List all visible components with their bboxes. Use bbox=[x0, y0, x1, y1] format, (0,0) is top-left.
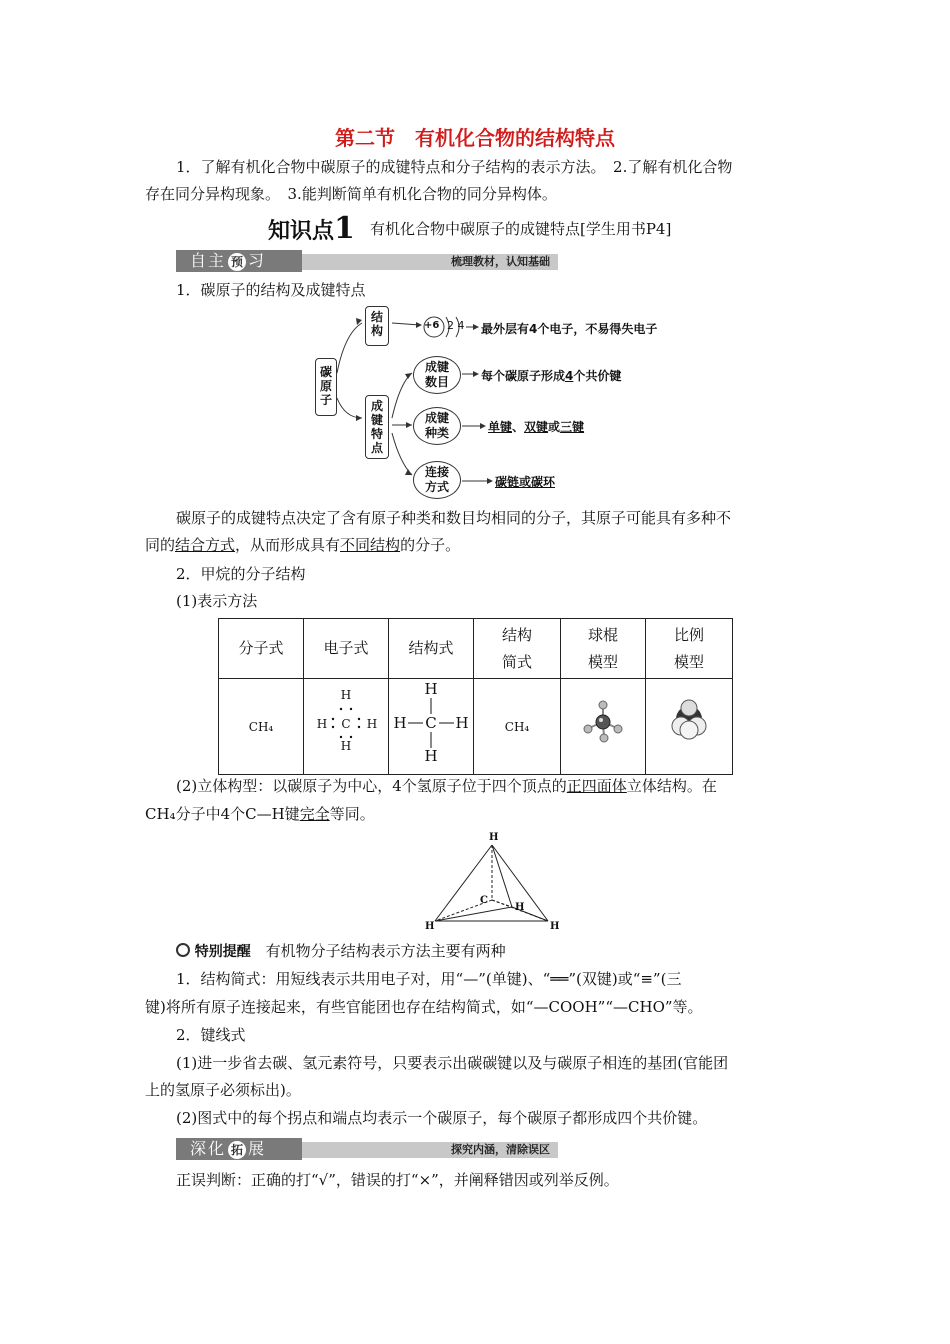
banner2-subtitle: 探究内涵，清除误区 bbox=[451, 1143, 550, 1156]
atom-shell-electrons: 2 4 bbox=[447, 319, 465, 332]
header-5-line-1: 比例 bbox=[673, 625, 704, 644]
svg-text:H: H bbox=[550, 921, 560, 932]
banner-label-part2: 习 bbox=[248, 251, 267, 270]
banner2-label-part2: 展 bbox=[248, 1139, 267, 1158]
note-item1-line2: 键)将所有原子连接起来，有些官能团也存在结构简式，如“—COOH”“—CHO”等。 bbox=[145, 998, 703, 1016]
line-features-count bbox=[392, 373, 412, 418]
para2-line1-post: 立体结构。在 bbox=[626, 777, 717, 795]
para2-line2-pre: CH₄分子中4个C—H键 bbox=[145, 805, 300, 823]
para1-underline-1: 结合方式 bbox=[175, 536, 236, 554]
objectives-line-1: 1．了解有机化合物中碳原子的成键特点和分子结构的表示方法。 2.了解有机化合物 bbox=[176, 158, 733, 176]
header-2-line-1: 结构式 bbox=[408, 639, 454, 657]
line-structure-atom bbox=[392, 323, 420, 325]
header-cell-5 bbox=[646, 619, 733, 679]
special-note-title: 有机物分子结构表示方法主要有两种 bbox=[265, 942, 506, 960]
svg-text:H: H bbox=[316, 717, 328, 731]
knowledge-point-heading bbox=[268, 211, 671, 246]
header-cell-4 bbox=[561, 619, 646, 679]
bond-count-key: 4 bbox=[565, 369, 574, 383]
bond-count-pre: 每个碳原子形成 bbox=[481, 369, 566, 383]
oval-bond-count: 成键 数目 bbox=[413, 356, 461, 394]
para1-mid: ，从而形成具有 bbox=[235, 536, 341, 554]
para2-line1-underline: 正四面体 bbox=[566, 777, 627, 795]
banner-subtitle: 梳理教材，认知基础 bbox=[451, 255, 550, 268]
para1-post: 的分子。 bbox=[400, 536, 461, 554]
para1-line-1: 碳原子的成键特点决定了含有原子种类和数目均相同的分子，其原子可能具有多种不 bbox=[176, 509, 732, 527]
ball-stick-model-icon bbox=[573, 692, 633, 752]
line-root-features bbox=[337, 398, 362, 418]
structural-formula-svg bbox=[389, 679, 473, 765]
svg-text:H: H bbox=[340, 739, 352, 753]
svg-text:H: H bbox=[340, 688, 352, 702]
svg-text:C: C bbox=[341, 717, 351, 731]
bond-count-post: 个共价键 bbox=[573, 369, 622, 383]
svg-text:H: H bbox=[393, 714, 407, 732]
knowledge-point-title: 有机化合物中碳原子的成键特点[学生用书P4] bbox=[369, 220, 672, 238]
cell-space-filling-model bbox=[646, 679, 733, 775]
molecular-formula-value: CH₄ bbox=[248, 719, 274, 734]
banner2-label-part1: 深化 bbox=[190, 1139, 227, 1158]
header-1-line-1: 电子式 bbox=[323, 639, 369, 657]
para2-line1-pre: (2)立体构型：以碳原子为中心，4个氢原子位于四个顶点的 bbox=[176, 777, 567, 795]
header-4-line-2: 模型 bbox=[587, 652, 618, 671]
line-features-connect bbox=[392, 433, 412, 475]
diagram-root-box: 碳 原 子 bbox=[315, 358, 337, 416]
page-title: 第二节 有机化合物的结构特点 bbox=[335, 126, 615, 150]
banner-self-preview bbox=[176, 250, 558, 272]
para2-line2-post: 等同。 bbox=[329, 805, 375, 823]
diagram-structure-box: 结 构 bbox=[365, 306, 389, 346]
svg-text:H: H bbox=[424, 747, 438, 765]
banner-label bbox=[176, 250, 302, 272]
section1-heading: 1．碳原子的结构及成键特点 bbox=[176, 281, 366, 299]
cell-electron-formula bbox=[304, 679, 389, 775]
table-content-row bbox=[219, 679, 733, 775]
header-4-line-1: 球棍 bbox=[587, 625, 618, 644]
header-0-line-1: 分子式 bbox=[238, 639, 284, 657]
bond-count-text bbox=[481, 367, 621, 384]
bond-type-sep1: 、 bbox=[512, 420, 525, 434]
bond-type-sep2: 或 bbox=[548, 420, 561, 434]
special-note-label: 特别提醒 bbox=[194, 944, 251, 960]
svg-text:C: C bbox=[425, 714, 437, 732]
header-3-line-2: 简式 bbox=[501, 652, 532, 671]
header-cell-2 bbox=[389, 619, 474, 679]
header-5-line-2: 模型 bbox=[673, 652, 704, 671]
header-cell-3 bbox=[474, 619, 561, 679]
knowledge-point-label: 知识点 bbox=[268, 219, 335, 244]
para1-pre: 同的 bbox=[145, 536, 176, 554]
note-item2-1-line1: (1)进一步省去碳、氢元素符号，只要表示出碳碳键以及与碳原子相连的基团(官能团 bbox=[176, 1054, 729, 1072]
para1-underline-2: 不同结构 bbox=[340, 536, 401, 554]
condensed-formula-value: CH₄ bbox=[504, 719, 530, 734]
note-item2-heading: 2．键线式 bbox=[176, 1026, 246, 1044]
connection-text: 碳链或碳环 bbox=[495, 475, 556, 489]
banner2-label bbox=[176, 1138, 302, 1160]
header-cell-0 bbox=[219, 619, 304, 679]
cell-molecular-formula bbox=[219, 679, 304, 775]
oval-connection: 连接 方式 bbox=[413, 461, 461, 499]
sub1-heading: (1)表示方法 bbox=[176, 592, 258, 610]
header-cell-1 bbox=[304, 619, 389, 679]
note-item1-line1: 1．结构简式：用短线表示共用电子对，用“—”(单键)、“══”(双键)或“≡”(三 bbox=[176, 970, 682, 988]
para2-line-2 bbox=[145, 804, 375, 824]
para2-line-1 bbox=[176, 776, 717, 796]
svg-text:H: H bbox=[424, 680, 438, 698]
methane-representation-table bbox=[218, 618, 733, 775]
line-root-structure bbox=[337, 323, 362, 373]
para1-line-2 bbox=[145, 535, 460, 555]
space-filling-model-icon bbox=[659, 692, 719, 752]
tetrahedron-diagram bbox=[420, 825, 570, 937]
svg-text:H: H bbox=[489, 832, 499, 843]
banner2-circle: 拓 bbox=[228, 1141, 246, 1159]
special-note-heading bbox=[176, 941, 506, 962]
bond-type-single: 单键 bbox=[488, 420, 513, 434]
section2-heading: 2．甲烷的分子结构 bbox=[176, 565, 306, 583]
cell-structural-formula bbox=[389, 679, 474, 775]
oval-bond-type: 成键 种类 bbox=[413, 407, 461, 445]
svg-text:C: C bbox=[480, 895, 488, 906]
svg-text:H: H bbox=[366, 717, 378, 731]
smiley-icon bbox=[176, 943, 190, 957]
objectives-line-2: 存在同分异构现象。 3.能判断简单有机化合物的同分异构体。 bbox=[145, 185, 557, 203]
diagram-features-box: 成 键 特 点 bbox=[365, 395, 389, 459]
note-item2-2: (2)图式中的每个拐点和端点均表示一个碳原子，每个碳原子都形成四个共价键。 bbox=[176, 1109, 708, 1127]
bond-type-double: 双键 bbox=[524, 420, 549, 434]
electron-formula-svg bbox=[306, 682, 386, 762]
header-3-line-1: 结构 bbox=[501, 625, 532, 644]
judgment-instruction: 正误判断：正确的打“√”，错误的打“×”，并阐释错因或列举反例。 bbox=[176, 1171, 619, 1189]
banner-label-part1: 自主 bbox=[190, 251, 227, 270]
bond-type-triple: 三键 bbox=[560, 420, 585, 434]
atom-nucleus-label: +6 bbox=[424, 320, 440, 331]
cell-condensed-formula bbox=[474, 679, 561, 775]
banner-circle: 预 bbox=[228, 253, 246, 271]
svg-text:H: H bbox=[515, 902, 525, 913]
table-header-row bbox=[219, 619, 733, 679]
note-item2-1-line2: 上的氢原子必须标出)。 bbox=[145, 1081, 301, 1099]
cell-ball-stick-model bbox=[561, 679, 646, 775]
bond-type-text bbox=[488, 418, 584, 435]
carbon-bonding-diagram bbox=[300, 303, 700, 503]
para2-line2-underline: 完全 bbox=[299, 805, 330, 823]
structure-description: 最外层有4个电子，不易得失电子 bbox=[481, 322, 658, 336]
svg-text:H: H bbox=[455, 714, 469, 732]
banner-deepen-expand bbox=[176, 1138, 558, 1160]
svg-text:H: H bbox=[425, 921, 435, 932]
knowledge-point-number: 1 bbox=[334, 211, 355, 246]
